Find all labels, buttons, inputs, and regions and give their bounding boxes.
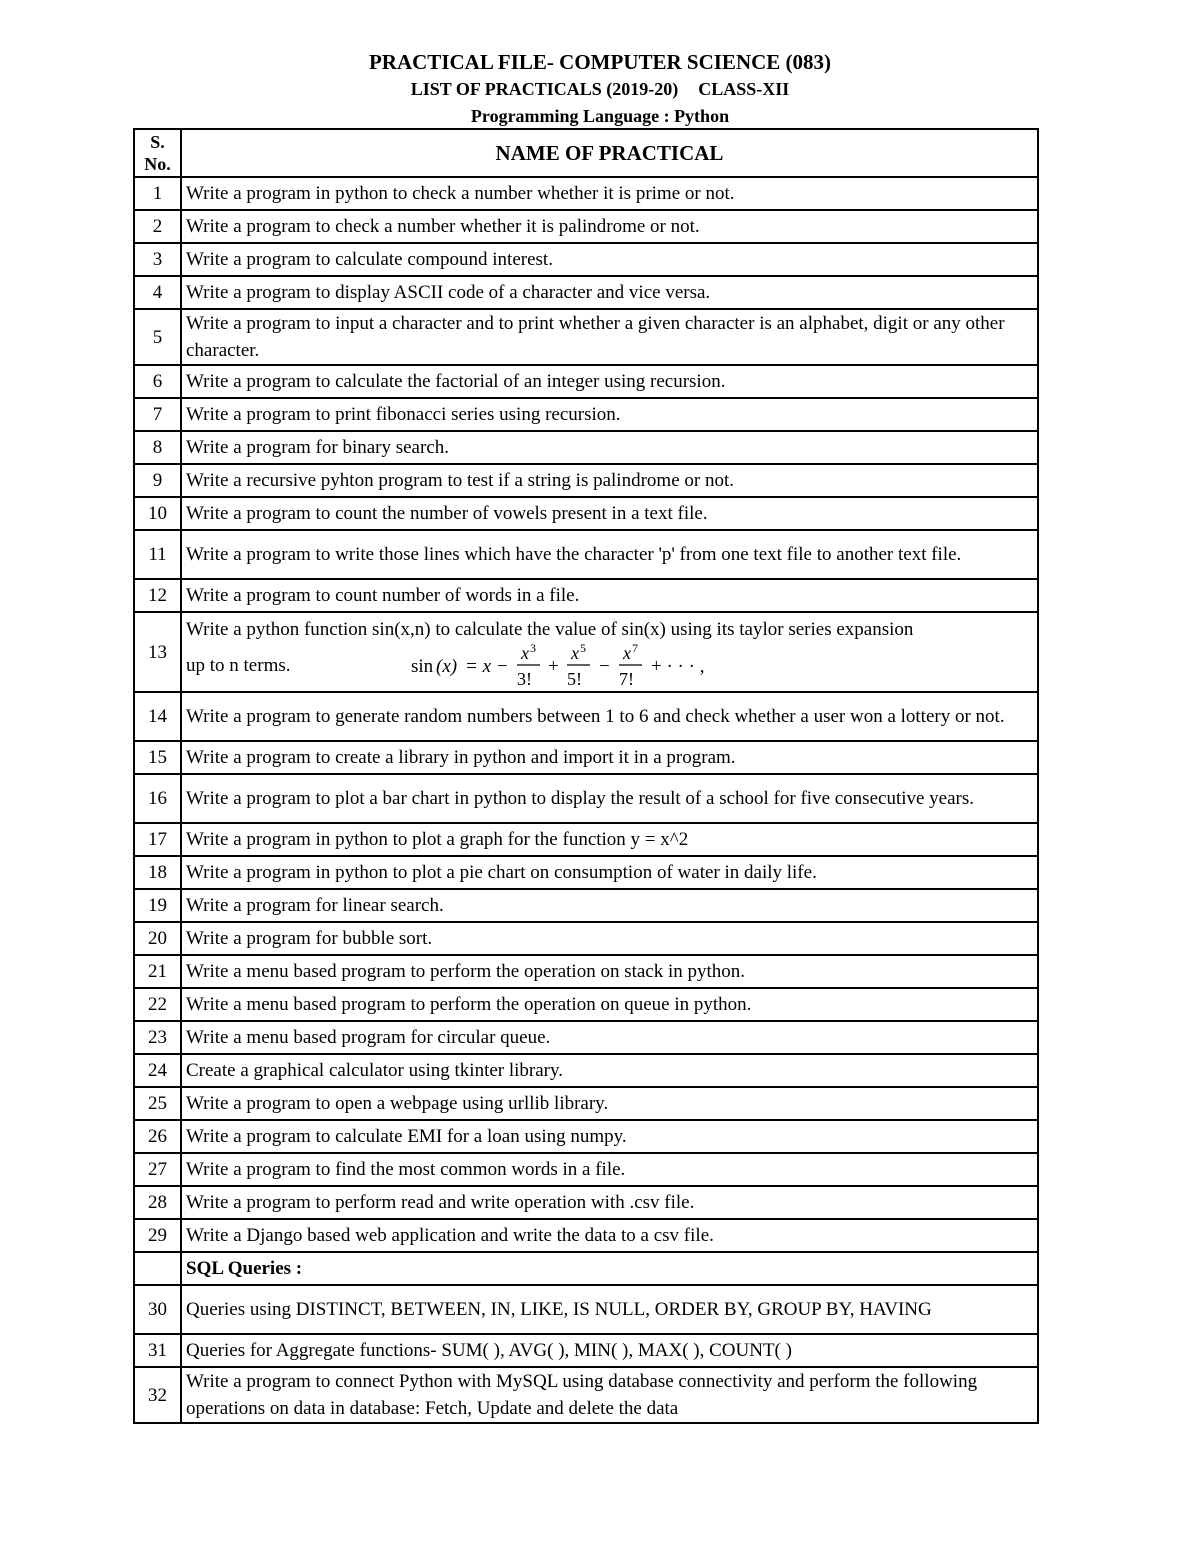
table-row: [134, 1087, 1038, 1120]
row-text-line-2: [186, 643, 1033, 689]
taylor-series-formula: [411, 643, 751, 689]
row-number: 25: [134, 1087, 181, 1120]
row-number: 17: [134, 823, 181, 856]
table-row: [134, 1334, 1038, 1367]
table-row: [134, 823, 1038, 856]
formula-op: +: [547, 655, 559, 677]
row-number: 2: [134, 210, 181, 243]
row-text: Write a program to create a library in python and import it in a program.: [181, 741, 1038, 774]
row-number: 12: [134, 579, 181, 612]
formula-eq: = x −: [464, 655, 509, 677]
class-label: CLASS-XII: [698, 79, 790, 99]
row-text: Write a program to print fibonacci series using recursion.: [181, 398, 1038, 431]
formula-den: 7!: [618, 668, 634, 689]
row-number: 26: [134, 1120, 181, 1153]
table-row: [134, 276, 1038, 309]
row-number: 10: [134, 497, 181, 530]
formula-tail: + · · · ,: [650, 655, 704, 677]
formula-sin: sin: [410, 655, 433, 677]
table-row: [134, 243, 1038, 276]
practicals-table: [133, 128, 1039, 1424]
row-number: 20: [134, 922, 181, 955]
table-row: [134, 774, 1038, 823]
row-text: Write a python function sin(x,n) to calculate the value of sin(x) using its taylor series expansion: [186, 618, 914, 640]
table-row: [134, 1153, 1038, 1186]
row-number: 6: [134, 365, 181, 398]
sql-section-row: [134, 1252, 1038, 1285]
row-text: Write a recursive pyhton program to test if a string is palindrome or not.: [181, 464, 1038, 497]
table-row: [134, 530, 1038, 579]
row-text: Write a program to open a webpage using urllib library.: [181, 1087, 1038, 1120]
row-text: Write a program in python to check a number whether it is prime or not.: [181, 177, 1038, 210]
row-text: Write a program to find the most common words in a file.: [181, 1153, 1038, 1186]
row-number: 1: [134, 177, 181, 210]
row-number: 23: [134, 1021, 181, 1054]
table-row: [134, 497, 1038, 530]
row-text: Write a menu based program to perform the operation on queue in python.: [181, 988, 1038, 1021]
document-subtitle: [0, 79, 1200, 100]
table-row: [134, 612, 1038, 692]
row-text: Write a menu based program for circular queue.: [181, 1021, 1038, 1054]
row-number: 24: [134, 1054, 181, 1087]
row-text: Write a program to count the number of vowels present in a text file.: [181, 497, 1038, 530]
row-text: Write a program in python to plot a graph for the function y = x^2: [181, 823, 1038, 856]
table-row: [134, 177, 1038, 210]
list-label: LIST OF PRACTICALS (2019-20): [410, 79, 679, 99]
row-text: Write a program to write those lines which have the character 'p' from one text file to another text file.: [181, 530, 1038, 579]
row-text: Write a program to check a number whether it is palindrome or not.: [181, 210, 1038, 243]
row-number: 3: [134, 243, 181, 276]
row-number: 8: [134, 431, 181, 464]
row-number: 30: [134, 1285, 181, 1334]
row-text: Queries using DISTINCT, BETWEEN, IN, LIKE, IS NULL, ORDER BY, GROUP BY, HAVING: [181, 1285, 1038, 1334]
table-row: [134, 1186, 1038, 1219]
table-row: [134, 988, 1038, 1021]
table-row: [134, 856, 1038, 889]
row-number: 9: [134, 464, 181, 497]
row-text: Write a menu based program to perform the operation on stack in python.: [181, 955, 1038, 988]
row-number: 14: [134, 692, 181, 741]
row-text: Write a program for linear search.: [181, 889, 1038, 922]
table-header-row: [134, 129, 1038, 177]
formula-num: x: [570, 642, 579, 663]
row-number: 18: [134, 856, 181, 889]
row-text: Write a program to generate random numbers between 1 to 6 and check whether a user won a lottery or not.: [181, 692, 1038, 741]
row-number: 5: [134, 309, 181, 365]
row-text: Write a program to count number of words in a file.: [181, 579, 1038, 612]
formula-den: 3!: [516, 668, 532, 689]
formula-den: 5!: [566, 668, 582, 689]
row-number: 11: [134, 530, 181, 579]
row-number: 7: [134, 398, 181, 431]
row-text: Write a Django based web application and write the data to a csv file.: [181, 1219, 1038, 1252]
row-text: Create a graphical calculator using tkinter library.: [181, 1054, 1038, 1087]
row-number: 22: [134, 988, 181, 1021]
row-number: 29: [134, 1219, 181, 1252]
row-text: Write a program for binary search.: [181, 431, 1038, 464]
row-number: 27: [134, 1153, 181, 1186]
sno-header: S. No.: [134, 129, 181, 177]
row-text: Queries for Aggregate functions- SUM( ), AVG( ), MIN( ), MAX( ), COUNT( ): [181, 1334, 1038, 1367]
table-row: [134, 889, 1038, 922]
table-row: [134, 365, 1038, 398]
formula-num: x: [520, 642, 529, 663]
table-row: [134, 1367, 1038, 1423]
row-text: Write a program in python to plot a pie chart on consumption of water in daily life.: [181, 856, 1038, 889]
row-text-continued: up to n terms.: [186, 655, 291, 676]
row-text: Write a program to calculate the factorial of an integer using recursion.: [181, 365, 1038, 398]
row-text: Write a program to calculate compound interest.: [181, 243, 1038, 276]
row-text: Write a program to plot a bar chart in python to display the result of a school for five consecutive years.: [181, 774, 1038, 823]
row-number: 21: [134, 955, 181, 988]
table-row: [134, 398, 1038, 431]
formula-exp: 7: [631, 642, 638, 655]
row-number: 19: [134, 889, 181, 922]
row-text: Write a program to display ASCII code of a character and vice versa.: [181, 276, 1038, 309]
document-title: PRACTICAL FILE- COMPUTER SCIENCE (083): [368, 50, 832, 74]
sql-section-heading: SQL Queries :: [181, 1252, 1038, 1285]
row-text: Write a program to calculate EMI for a loan using numpy.: [181, 1120, 1038, 1153]
formula-exp: 5: [579, 642, 586, 655]
row-number: 31: [134, 1334, 181, 1367]
formula-num: x: [622, 642, 631, 663]
table-row: [134, 1219, 1038, 1252]
row-number: 13: [134, 612, 181, 692]
practical-name-header: NAME OF PRACTICAL: [181, 129, 1038, 177]
table-row: [134, 741, 1038, 774]
row-number: 15: [134, 741, 181, 774]
row-number: 16: [134, 774, 181, 823]
row-text: Write a program to connect Python with MySQL using database connectivity and perform the following operations on data in database: Fetch, Update and delete the data: [181, 1367, 1038, 1423]
table-row: [134, 1054, 1038, 1087]
row-number: 32: [134, 1367, 181, 1423]
row-text: Write a program to perform read and write operation with .csv file.: [181, 1186, 1038, 1219]
formula-op: −: [598, 655, 610, 677]
table-row: [134, 464, 1038, 497]
table-row: [134, 309, 1038, 365]
row-number: 28: [134, 1186, 181, 1219]
table-row: [134, 1285, 1038, 1334]
row-number: [134, 1252, 181, 1285]
table-row: [134, 955, 1038, 988]
table-row: [134, 922, 1038, 955]
table-row: [134, 579, 1038, 612]
row-text: Write a program to input a character and to print whether a given character is an alphabet, digit or any other character.: [181, 309, 1038, 365]
table-row: [134, 692, 1038, 741]
table-row: [134, 1021, 1038, 1054]
table-row: [134, 431, 1038, 464]
formula-exp: 3: [529, 642, 536, 655]
table-row: [134, 1120, 1038, 1153]
row-number: 4: [134, 276, 181, 309]
table-row: [134, 210, 1038, 243]
row-text: Write a program for bubble sort.: [181, 922, 1038, 955]
language-label: Programming Language : Python: [470, 106, 730, 126]
row-text-block: [181, 612, 1038, 692]
formula-arg: (x): [435, 655, 457, 677]
